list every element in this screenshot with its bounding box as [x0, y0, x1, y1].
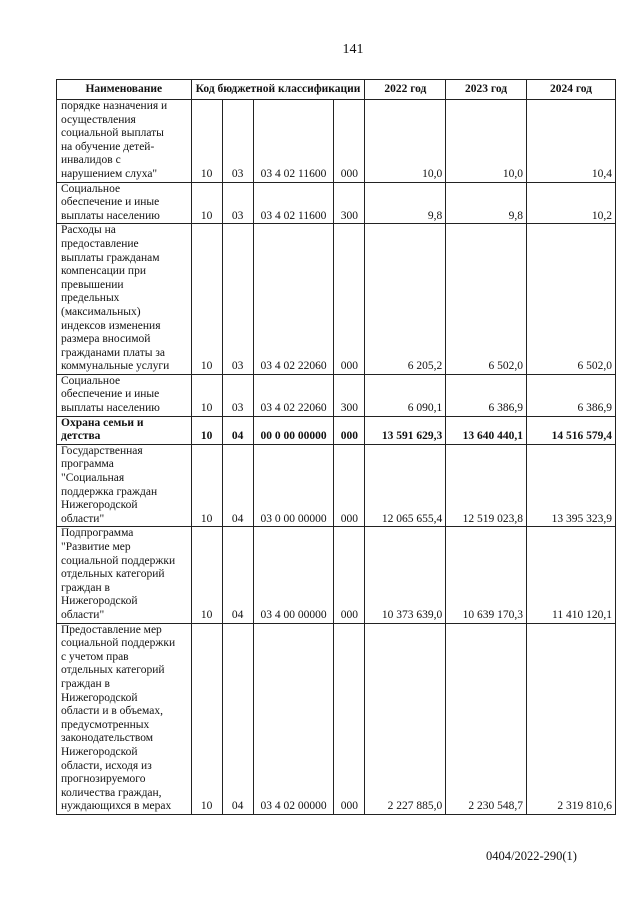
cell-target-article: 00 0 00 00000 [253, 416, 334, 444]
row-label: Социальное обеспечение и иные выплаты населению [61, 374, 160, 415]
table-row [57, 623, 616, 814]
header-name: Наименование [57, 80, 192, 100]
row-label: Государственная программа "Социальная поддержка граждан Нижегородской области" [61, 444, 158, 525]
row-label: порядке назначения и осуществления социальной выплаты на обучение детей- инвалидов с нарушением слуха" [61, 100, 168, 180]
row-label: Социальное обеспечение и иные выплаты населению [61, 182, 160, 222]
cell-target-article: 03 4 02 00000 [253, 623, 334, 814]
cell-2022: 6 205,2 [365, 224, 446, 375]
cell-expense-type: 000 [334, 416, 365, 444]
cell-section: 10 [191, 182, 222, 224]
header-2023: 2023 год [446, 80, 527, 100]
cell-name [57, 527, 192, 623]
cell-target-article: 03 4 02 22060 [253, 374, 334, 416]
cell-2022: 13 591 629,3 [365, 416, 446, 444]
cell-2024: 14 516 579,4 [526, 416, 615, 444]
cell-2024: 6 502,0 [526, 224, 615, 375]
cell-name [57, 416, 192, 444]
cell-2023: 6 502,0 [446, 224, 527, 375]
cell-target-article: 03 4 02 11600 [253, 182, 334, 224]
cell-section: 10 [191, 623, 222, 814]
cell-expense-type: 000 [334, 100, 365, 183]
cell-name [57, 374, 192, 416]
document-code: 0404/2022-290(1) [486, 849, 577, 863]
table-row [57, 444, 616, 527]
cell-expense-type: 000 [334, 623, 365, 814]
header-code: Код бюджетной классификации [191, 80, 365, 100]
cell-expense-type: 000 [334, 527, 365, 623]
table-row [57, 224, 616, 375]
table-header-row [57, 80, 616, 100]
cell-2023: 10,0 [446, 100, 527, 183]
cell-2023: 10 639 170,3 [446, 527, 527, 623]
row-label: Расходы на предоставление выплаты гражданам компенсации при превышении предельных (максимальных) индексов изменения размера вносимой гражданами платы за коммунальные услуги [61, 224, 170, 373]
cell-2024: 13 395 323,9 [526, 444, 615, 527]
row-label: Охрана семьи и детства [61, 416, 144, 443]
cell-target-article: 03 4 02 22060 [253, 224, 334, 375]
cell-name [57, 623, 192, 814]
cell-name [57, 182, 192, 224]
cell-subsection: 04 [222, 527, 253, 623]
cell-subsection: 04 [222, 623, 253, 814]
cell-subsection: 03 [222, 224, 253, 375]
cell-2023: 9,8 [446, 182, 527, 224]
cell-2024: 10,4 [526, 100, 615, 183]
cell-section: 10 [191, 100, 222, 183]
table-row [57, 416, 616, 444]
cell-subsection: 04 [222, 416, 253, 444]
cell-2024: 6 386,9 [526, 374, 615, 416]
cell-2022: 2 227 885,0 [365, 623, 446, 814]
cell-2022: 9,8 [365, 182, 446, 224]
table-row [57, 100, 616, 183]
cell-2023: 12 519 023,8 [446, 444, 527, 527]
cell-name [57, 224, 192, 375]
cell-target-article: 03 4 02 11600 [253, 100, 334, 183]
cell-section: 10 [191, 416, 222, 444]
cell-2024: 11 410 120,1 [526, 527, 615, 623]
cell-2023: 13 640 440,1 [446, 416, 527, 444]
cell-section: 10 [191, 374, 222, 416]
table-row [57, 182, 616, 224]
row-label: Предоставление мер социальной поддержки с учетом прав отдельных категорий граждан в Нижегородской области и в объемах, предусмотренных законодательством Нижегородской области, исходя из прогнозируемого количества граждан, нуждающихся в мерах [61, 623, 176, 813]
cell-expense-type: 300 [334, 374, 365, 416]
row-label: Подпрограмма "Развитие мер социальной поддержки отдельных категорий граждан в Нижегородской области" [61, 527, 176, 621]
header-2024: 2024 год [526, 80, 615, 100]
cell-name [57, 444, 192, 527]
header-2022: 2022 год [365, 80, 446, 100]
cell-2023: 2 230 548,7 [446, 623, 527, 814]
cell-2024: 10,2 [526, 182, 615, 224]
cell-2023: 6 386,9 [446, 374, 527, 416]
cell-subsection: 03 [222, 182, 253, 224]
cell-target-article: 03 4 00 00000 [253, 527, 334, 623]
cell-target-article: 03 0 00 00000 [253, 444, 334, 527]
budget-table [56, 79, 616, 815]
page-number: 141 [342, 42, 364, 57]
cell-section: 10 [191, 527, 222, 623]
cell-section: 10 [191, 224, 222, 375]
cell-2022: 12 065 655,4 [365, 444, 446, 527]
cell-name [57, 100, 192, 183]
cell-expense-type: 000 [334, 444, 365, 527]
cell-2022: 10,0 [365, 100, 446, 183]
cell-subsection: 03 [222, 374, 253, 416]
cell-2022: 10 373 639,0 [365, 527, 446, 623]
cell-2022: 6 090,1 [365, 374, 446, 416]
cell-subsection: 03 [222, 100, 253, 183]
cell-subsection: 04 [222, 444, 253, 527]
cell-expense-type: 300 [334, 182, 365, 224]
cell-section: 10 [191, 444, 222, 527]
table-row [57, 374, 616, 416]
table-row [57, 527, 616, 623]
cell-2024: 2 319 810,6 [526, 623, 615, 814]
cell-expense-type: 000 [334, 224, 365, 375]
